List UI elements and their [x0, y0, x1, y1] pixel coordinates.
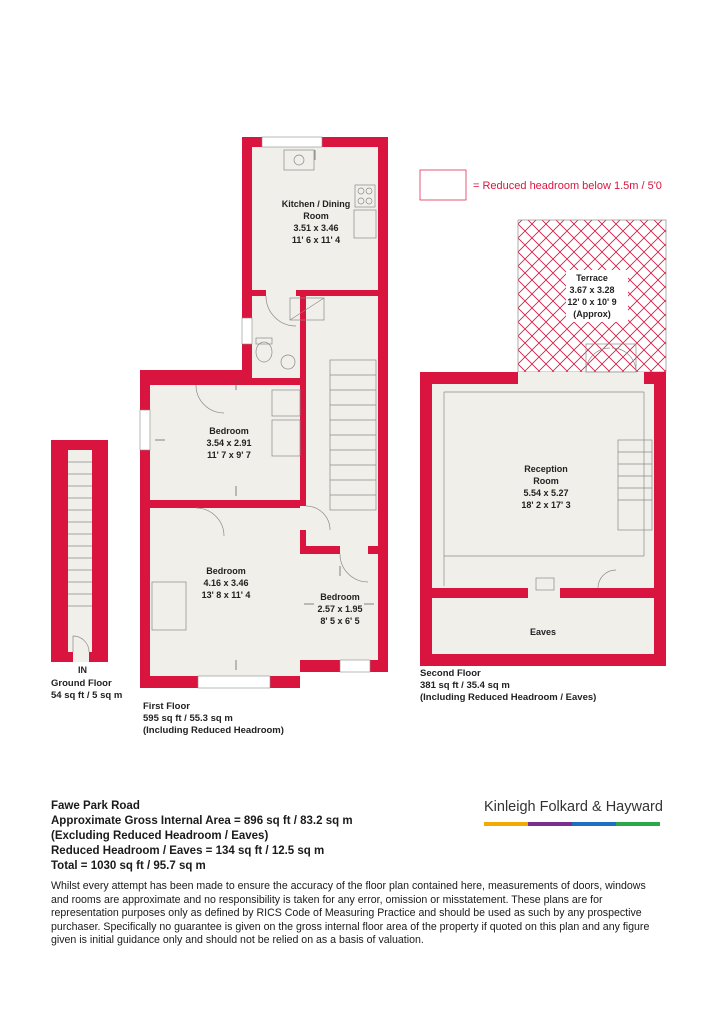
ground-floor-area: 54 sq ft / 5 sq m — [51, 690, 123, 701]
gia-note: (Excluding Reduced Headroom / Eaves) — [51, 830, 269, 842]
first-floor-area: 595 sq ft / 55.3 sq m — [143, 713, 233, 724]
first-floor-title: First Floor — [143, 701, 190, 712]
bedroom3-dims-imperial: 8' 5 x 6' 5 — [320, 616, 360, 626]
bedroom1-label: Bedroom — [209, 426, 249, 436]
reduced-headroom-area: Reduced Headroom / Eaves = 134 sq ft / 12.5 sq m — [51, 845, 325, 857]
entrance-door-gap — [73, 652, 89, 662]
terrace-dims-metric: 3.67 x 3.28 — [569, 285, 615, 295]
terrace-dims-imperial: 12' 0 x 10' 9 — [567, 297, 617, 307]
bedroom3-label: Bedroom — [320, 592, 360, 602]
legend-swatch — [420, 170, 466, 200]
bedroom3-dims-metric: 2.57 x 1.95 — [317, 604, 363, 614]
brand-bar-blue — [572, 822, 616, 826]
bedroom2-dims-imperial: 13' 8 x 11' 4 — [201, 590, 251, 600]
bedroom2-label: Bedroom — [206, 566, 246, 576]
kitchen-dims-metric: 3.51 x 3.46 — [293, 223, 339, 233]
reception-dims-metric: 5.54 x 5.27 — [523, 488, 569, 498]
ground-floor-plan — [51, 440, 122, 701]
first-floor-plan — [140, 137, 388, 736]
eaves-label: Eaves — [529, 627, 557, 637]
second-floor-plan — [420, 220, 666, 703]
total-area: Total = 1030 sq ft / 95.7 sq m — [51, 860, 206, 872]
ground-floor-title: Ground Floor — [51, 678, 112, 689]
eaves-area — [432, 598, 654, 654]
kitchen-dims-imperial: 11' 6 x 11' 4 — [291, 235, 341, 245]
legend — [420, 170, 662, 200]
legend-text: = Reduced headroom below 1.5m / 5'0 — [473, 180, 662, 192]
reception-label: Reception — [524, 464, 568, 474]
brand-bar-green — [616, 822, 660, 826]
terrace-label: Terrace — [576, 273, 608, 283]
reception-dims-imperial: 18' 2 x 17' 3 — [521, 500, 571, 510]
first-floor-note: (Including Reduced Headroom) — [143, 725, 284, 736]
second-floor-title: Second Floor — [420, 668, 481, 679]
address: Fawe Park Road — [51, 800, 140, 812]
second-floor-area: 381 sq ft / 35.4 sq m — [420, 680, 510, 691]
kitchen-label: Kitchen / Dining — [281, 199, 351, 209]
brand-color-bar — [484, 822, 660, 826]
brand-bar-purple — [528, 822, 572, 826]
entrance-label: IN — [78, 665, 87, 675]
bedroom2-dims-metric: 4.16 x 3.46 — [203, 578, 249, 588]
bedroom1-dims-imperial: 11' 7 x 9' 7 — [207, 450, 251, 460]
brand-logo: Kinleigh Folkard & Hayward — [484, 799, 663, 815]
disclaimer: Whilst every attempt has been made to ensure the accuracy of the floor plan contained here, measurements of doors, windows and rooms are approximate and no responsibility is taken for any error, omission or misstatement. These plans are for representation purposes only as defined by RICS Code of Measuring Practice and should be used as such by any prospective purchaser. Specifically no guarantee is given on the gross internal floor area of the property if quoted on this plan and any figure given is initial guidance only and should not be relied on as a basis of valuation. — [51, 880, 650, 947]
brand-bar-orange — [484, 822, 528, 826]
kitchen-label-line2: Room — [303, 211, 329, 221]
terrace-note: (Approx) — [573, 309, 611, 319]
bedroom1-dims-metric: 3.54 x 2.91 — [206, 438, 252, 448]
reception-label-line2: Room — [533, 476, 559, 486]
second-floor-note: (Including Reduced Headroom / Eaves) — [420, 692, 597, 703]
gross-internal-area: Approximate Gross Internal Area = 896 sq ft / 83.2 sq m — [51, 815, 353, 827]
